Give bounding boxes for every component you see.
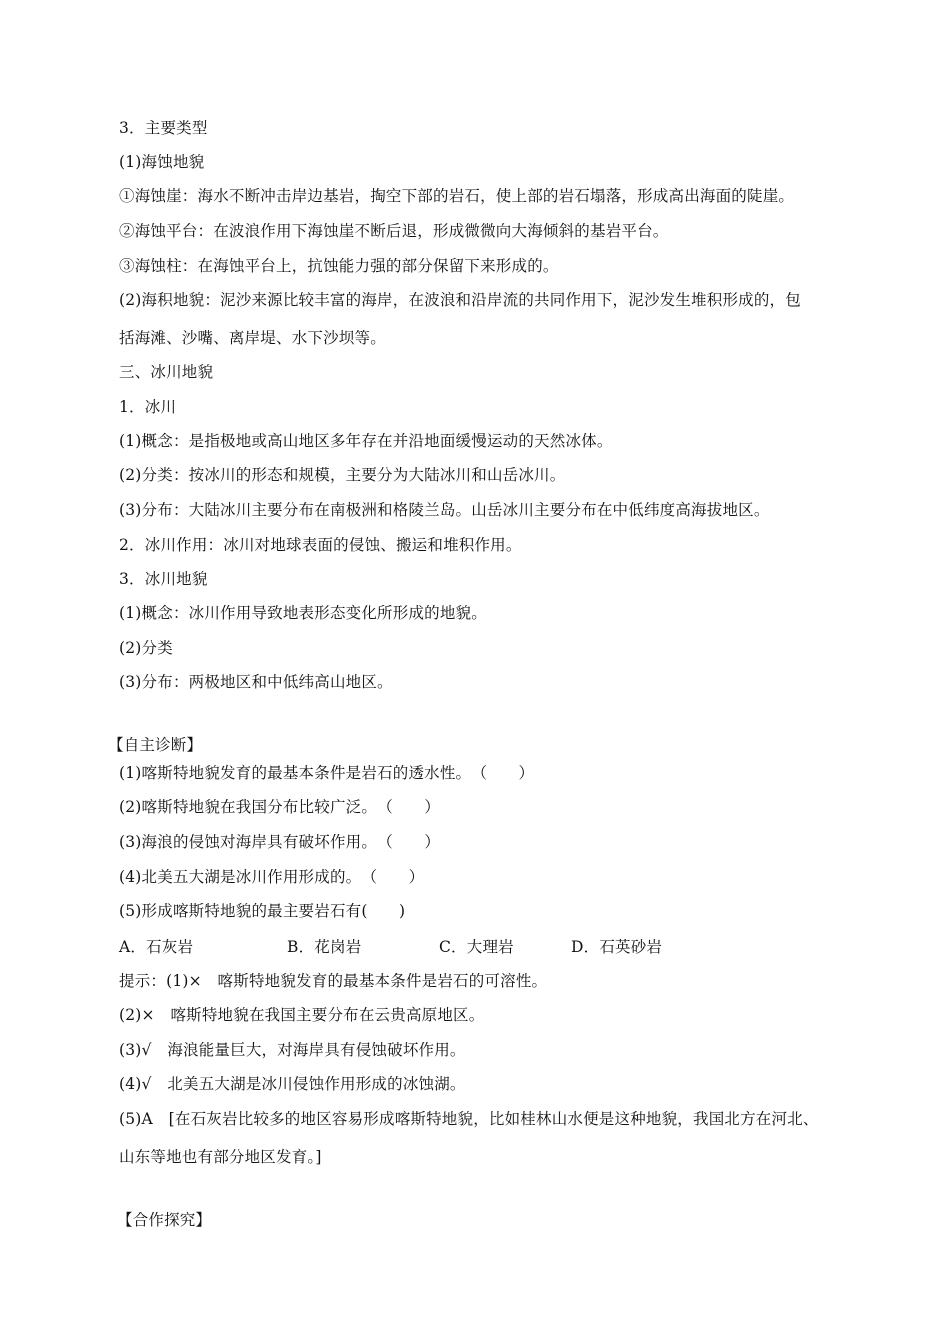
question-5-options [0, 937, 950, 957]
text-sea-cliff: ①海蚀崖：海水不断冲击岸边基岩，掏空下部的岩石，使上部的岩石塌落，形成高出海面的陡崖。 [119, 187, 795, 205]
subheading-glacier: 1．冰川 [119, 398, 177, 416]
text-wave-cut-platform: ②海蚀平台：在波浪作用下海蚀崖不断后退，形成微微向大海倾斜的基岩平台。 [119, 222, 669, 240]
subheading-marine-erosion: (1)海蚀地貌 [119, 153, 205, 171]
option-c: C．大理岩 [439, 938, 514, 956]
hint-3: (3)√ 海浪能量巨大，对海岸具有侵蚀破坏作用。 [119, 1041, 466, 1059]
text-glacial-landform-classification: (2)分类 [119, 639, 173, 657]
cooperation-title: 【合作探究】 [117, 1211, 212, 1229]
heading-glacial-landforms: 三、冰川地貌 [119, 363, 214, 381]
text-glacier-distribution: (3)分布：大陆冰川主要分布在南极洲和格陵兰岛。山岳冰川主要分布在中低纬度高海拔地区。 [119, 501, 770, 519]
self-diagnosis-title: 【自主诊断】 [108, 736, 203, 754]
subheading-glacial-landform: 3．冰川地貌 [119, 570, 208, 588]
question-3: (3)海浪的侵蚀对海岸具有破坏作用。 （ ） [119, 833, 441, 851]
question-1: (1)喀斯特地貌发育的最基本条件是岩石的透水性。 （ ） [119, 764, 535, 782]
hint-2: (2)× 喀斯特地貌在我国主要分布在云贵高原地区。 [119, 1006, 485, 1024]
hint-4: (4)√ 北美五大湖是冰川侵蚀作用形成的冰蚀湖。 [119, 1075, 466, 1093]
text-sea-stack: ③海蚀柱：在海蚀平台上，抗蚀能力强的部分保留下来形成的。 [119, 257, 559, 275]
question-2: (2)喀斯特地貌在我国分布比较广泛。 （ ） [119, 798, 441, 816]
option-d: D．石英砂岩 [571, 938, 663, 956]
text-glacier-concept: (1)概念：是指极地或高山地区多年存在并沿地面缓慢运动的天然冰体。 [119, 432, 613, 450]
option-b: B．花岗岩 [287, 938, 362, 956]
text-marine-deposition-cont: 括海滩、沙嘴、离岸堤、水下沙坝等。 [119, 329, 386, 347]
text-glacial-action: 2．冰川作用：冰川对地球表面的侵蚀、搬运和堆积作用。 [119, 536, 522, 554]
hint-1: 提示：(1)× 喀斯特地貌发育的最基本条件是岩石的可溶性。 [119, 972, 548, 990]
hint-5-cont: 山东等地也有部分地区发育。] [119, 1148, 322, 1166]
hint-5: (5)A [在石灰岩比较多的地区容易形成喀斯特地貌，比如桂林山水便是这种地貌，我国北方在河北、 [119, 1110, 819, 1128]
text-marine-deposition: (2)海积地貌：泥沙来源比较丰富的海岸，在波浪和沿岸流的共同作用下，泥沙发生堆积形成的，包 [119, 291, 801, 309]
heading-main-types: 3．主要类型 [119, 119, 208, 137]
question-4: (4)北美五大湖是冰川作用形成的。 （ ） [119, 868, 425, 886]
option-a: A．石灰岩 [119, 938, 194, 956]
question-5: (5)形成喀斯特地貌的最主要岩石有( ) [119, 902, 406, 920]
text-glacier-classification: (2)分类：按冰川的形态和规模，主要分为大陆冰川和山岳冰川。 [119, 466, 566, 484]
text-glacial-landform-concept: (1)概念：冰川作用导致地表形态变化所形成的地貌。 [119, 604, 487, 622]
text-glacial-landform-distribution: (3)分布：两极地区和中低纬高山地区。 [119, 673, 393, 691]
